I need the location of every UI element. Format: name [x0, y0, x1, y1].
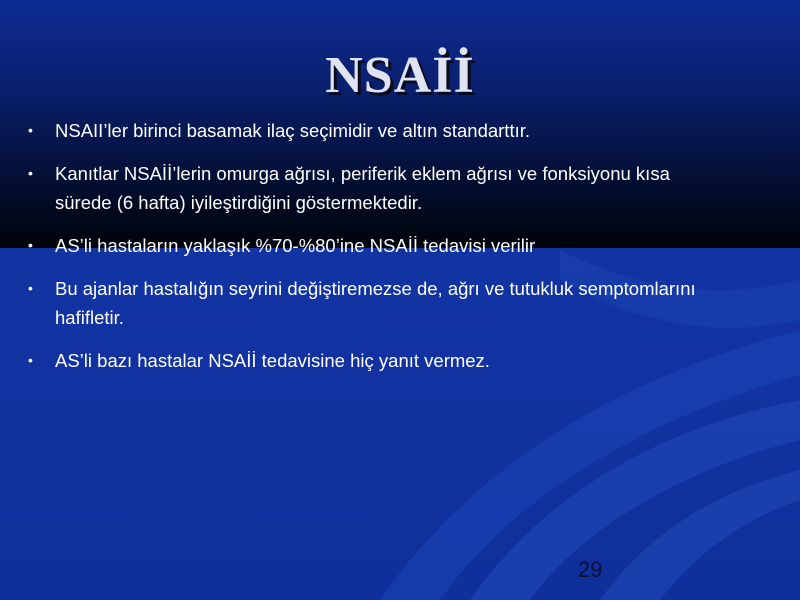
slide-title: NSAİİ — [325, 47, 475, 104]
bullet-list — [28, 116, 728, 389]
bullet-text: AS’li hastaların yaklaşık %70-%80’ine NSAİİ tedavisi verilir — [55, 235, 536, 256]
bullet-item — [28, 116, 728, 145]
bullet-item — [28, 231, 728, 260]
bullet-icon: • — [28, 122, 33, 138]
bullet-icon: • — [28, 237, 33, 253]
bullet-icon: • — [28, 165, 33, 181]
bullet-item — [28, 159, 728, 217]
bullet-text: AS’li bazı hastalar NSAİİ tedavisine hiç yanıt vermez. — [55, 350, 490, 371]
bullet-text: NSAII’ler birinci basamak ilaç seçimidir ve altın standarttır. — [55, 120, 531, 141]
bullet-text: Kanıtlar NSAİİ’lerin omurga ağrısı, periferik eklem ağrısı ve fonksiyonu kısa sürede (6 hafta) iyileştirdiğini göstermektedir. — [55, 163, 670, 213]
bullet-item — [28, 346, 728, 375]
page-number: 29 — [578, 557, 603, 582]
bullet-icon: • — [28, 280, 33, 296]
bullet-text: Bu ajanlar hastalığın seyrini değiştiremezse de, ağrı ve tutukluk semptomlarını hafifletir. — [55, 278, 696, 328]
bullet-icon: • — [28, 352, 33, 368]
bullet-item — [28, 274, 728, 332]
